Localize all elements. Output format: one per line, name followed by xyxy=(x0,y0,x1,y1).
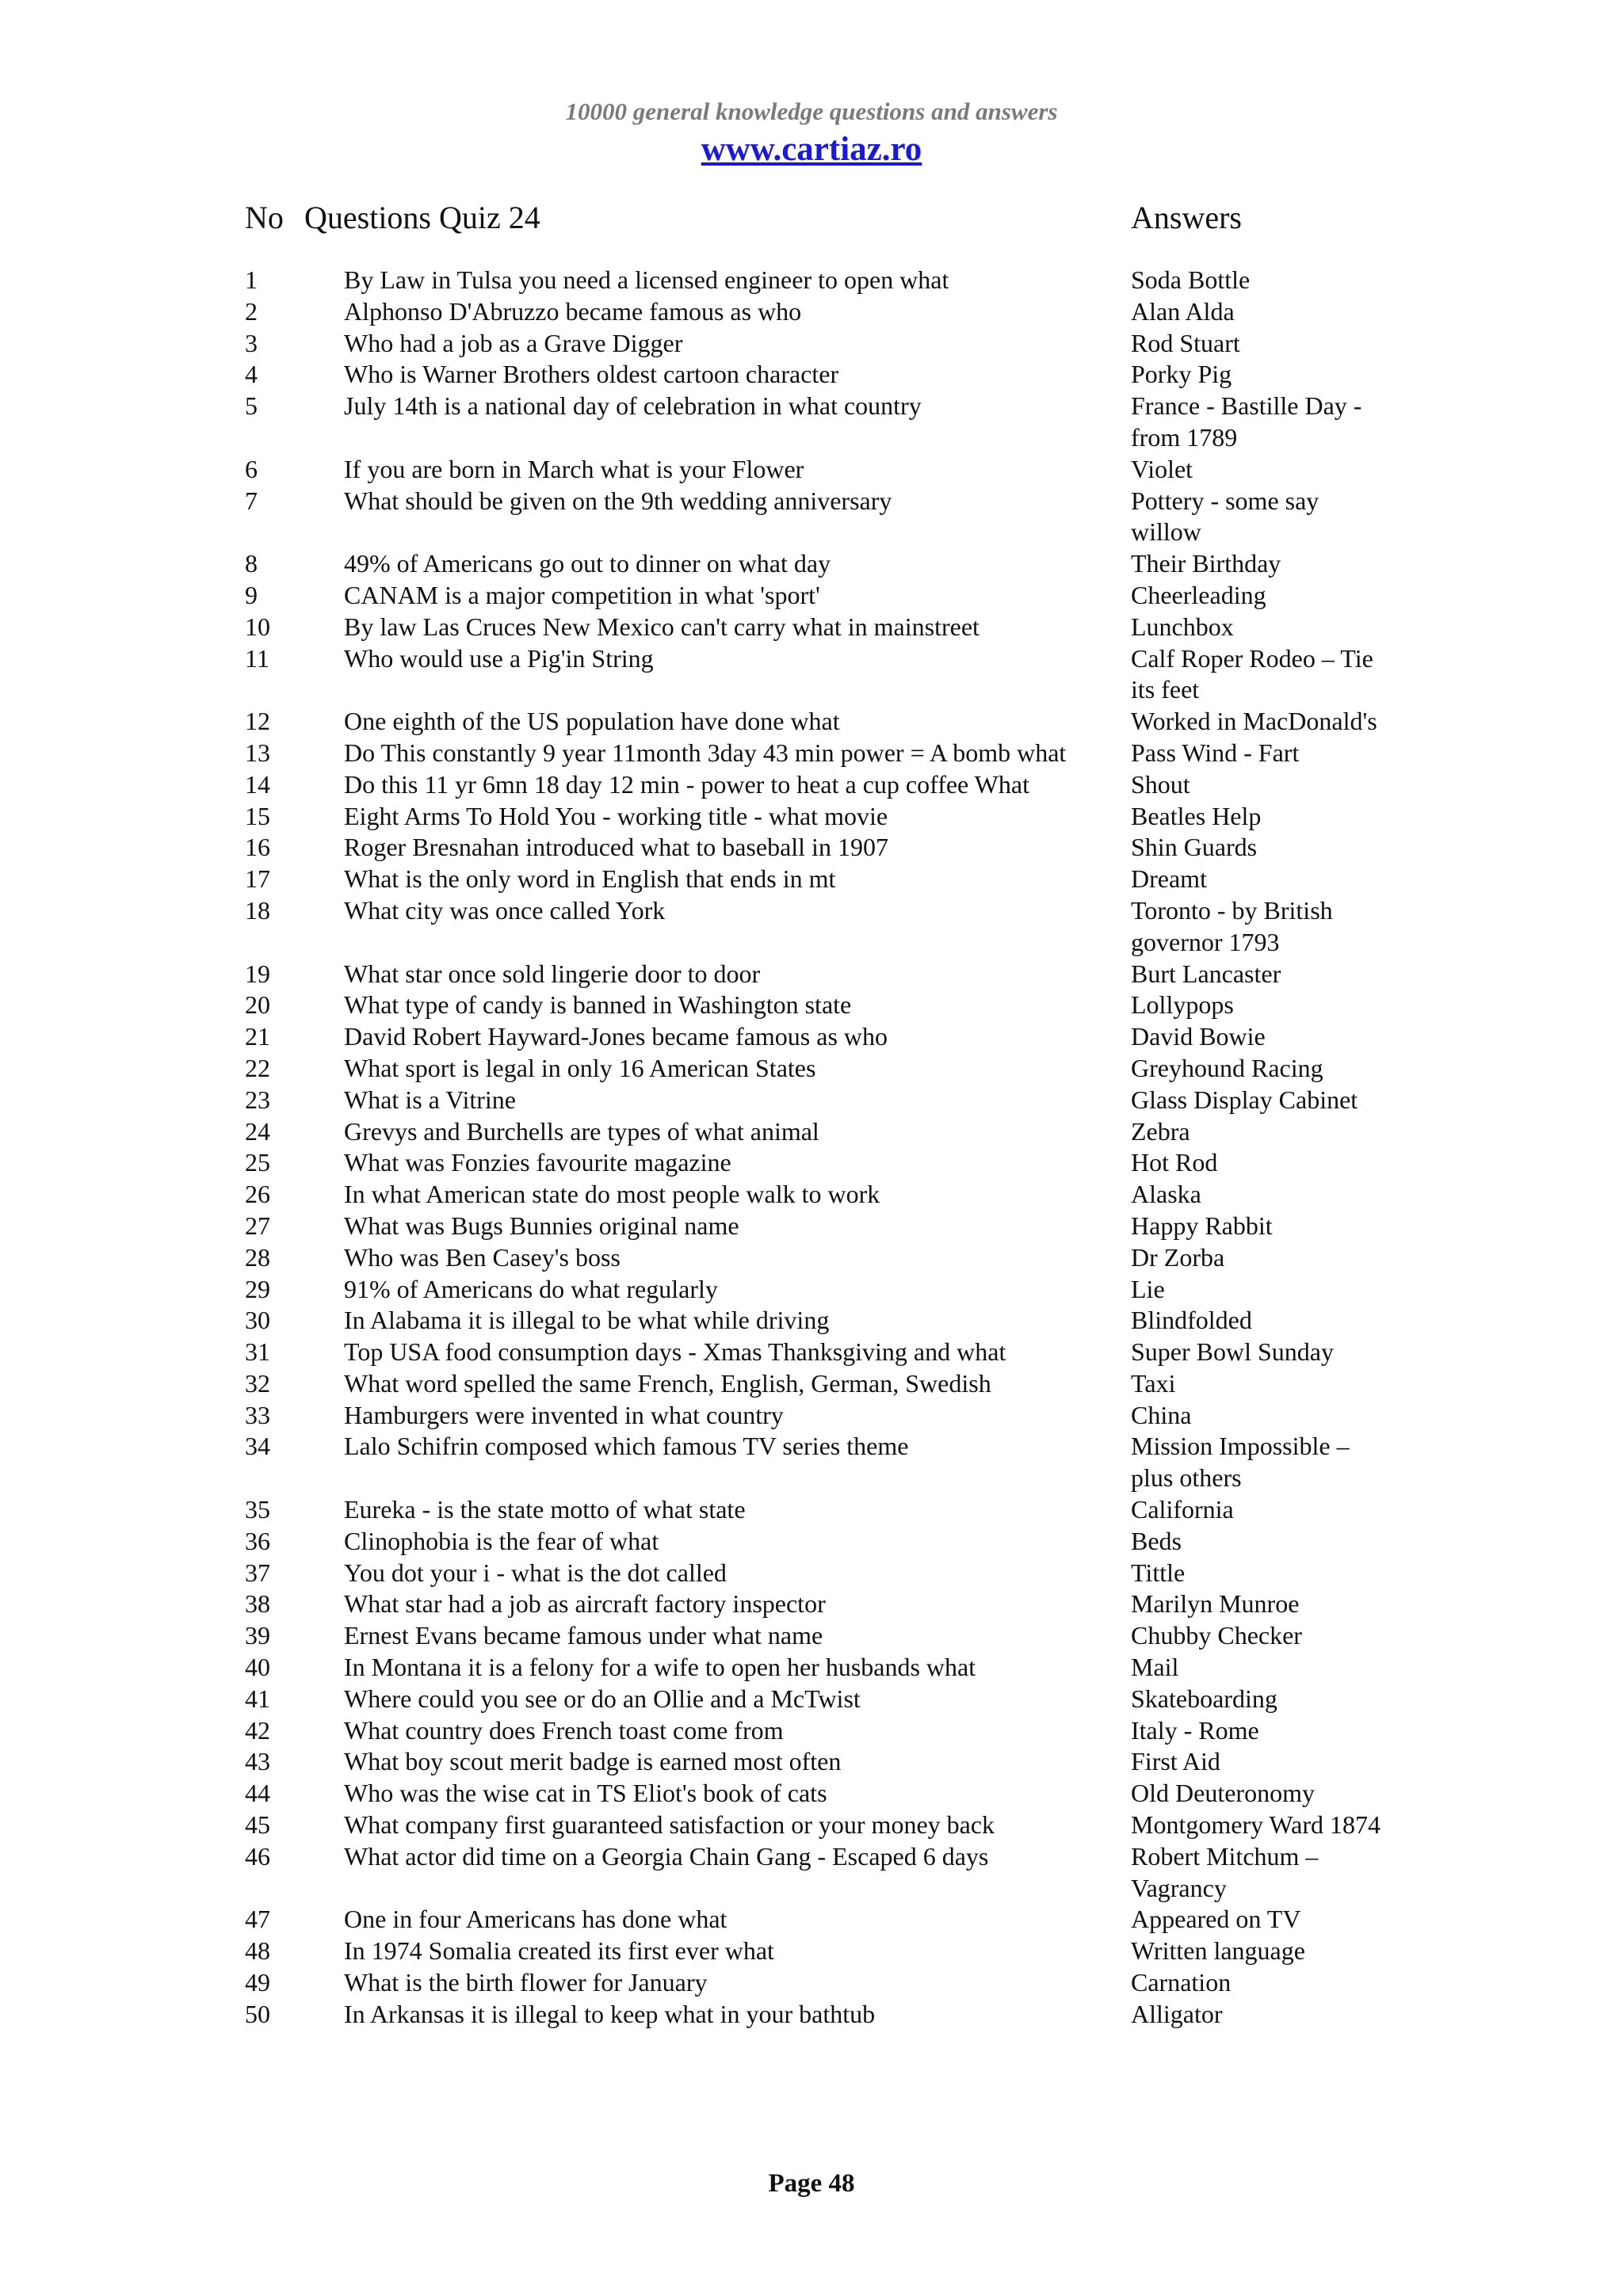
question-number: 45 xyxy=(245,1810,270,1840)
question-text: 91% of Americans do what regularly xyxy=(344,1274,718,1303)
question-text: In Montana it is a felony for a wife to open her husbands what xyxy=(344,1653,976,1682)
answer-text: Dreamt xyxy=(1131,864,1207,894)
question-number: 22 xyxy=(245,1053,270,1082)
table-row xyxy=(0,1494,1623,1526)
column-header-questions: Questions Quiz 24 xyxy=(304,200,540,235)
answer-text: David Bowie xyxy=(1131,1022,1266,1051)
answer-text: Lunchbox xyxy=(1131,612,1234,641)
table-row xyxy=(0,1368,1623,1400)
table-row xyxy=(0,1431,1623,1494)
question-text: Clinophobia is the fear of what xyxy=(344,1526,659,1555)
question-number: 44 xyxy=(245,1779,270,1808)
question-text: Eureka - is the state motto of what state xyxy=(344,1495,746,1524)
question-text: One eighth of the US population have done what xyxy=(344,707,840,736)
table-row xyxy=(0,1589,1623,1620)
question-number: 48 xyxy=(245,1936,270,1966)
question-number: 7 xyxy=(245,486,258,515)
question-number: 25 xyxy=(245,1148,270,1177)
answer-text: Carnation xyxy=(1131,1968,1232,1997)
question-number: 26 xyxy=(245,1180,270,1209)
question-number: 14 xyxy=(245,769,270,799)
table-row xyxy=(0,832,1623,864)
question-number: 24 xyxy=(245,1116,270,1146)
table-row xyxy=(0,1400,1623,1432)
answer-text: Their Birthday xyxy=(1131,549,1281,578)
question-text: What was Bugs Bunnies original name xyxy=(344,1211,739,1240)
question-number: 12 xyxy=(245,707,270,736)
question-number: 20 xyxy=(245,990,270,1020)
question-number: 19 xyxy=(245,959,270,988)
table-row xyxy=(0,612,1623,643)
answer-text: Alligator xyxy=(1131,1999,1223,2028)
question-number: 21 xyxy=(245,1022,270,1051)
question-text: CANAM is a major competition in what 'sport' xyxy=(344,580,820,609)
table-row xyxy=(0,1242,1623,1274)
table-row xyxy=(0,1147,1623,1179)
table-row xyxy=(0,990,1623,1021)
answer-text: Appeared on TV xyxy=(1131,1905,1301,1934)
table-row xyxy=(0,548,1623,580)
answer-text: Worked in MacDonald's xyxy=(1131,707,1377,736)
quiz-table xyxy=(0,265,1623,2031)
website-link[interactable]: www.cartiaz.ro xyxy=(701,131,922,168)
table-row xyxy=(0,1999,1623,2031)
table-row xyxy=(0,1810,1623,1841)
question-text: What company first guaranteed satisfaction or your money back xyxy=(344,1810,995,1840)
question-text: What sport is legal in only 16 American States xyxy=(344,1053,816,1082)
answer-text: Robert Mitchum – Vagrancy xyxy=(1131,1841,1319,1902)
question-number: 38 xyxy=(245,1589,270,1619)
question-number: 2 xyxy=(245,296,258,326)
question-number: 35 xyxy=(245,1495,270,1524)
question-number: 43 xyxy=(245,1747,270,1776)
question-text: What should be given on the 9th wedding anniversary xyxy=(344,486,892,515)
answer-text: Marilyn Munroe xyxy=(1131,1589,1300,1619)
question-number: 30 xyxy=(245,1306,270,1335)
table-row xyxy=(0,1652,1623,1684)
question-number: 34 xyxy=(245,1432,270,1461)
answer-text: Pottery - some say willow xyxy=(1131,486,1319,547)
table-row xyxy=(0,1053,1623,1085)
answer-text: Calf Roper Rodeo – Tie its feet xyxy=(1131,643,1373,704)
question-text: Do this 11 yr 6mn 18 day 12 min - power to heat a cup coffee What xyxy=(344,769,1029,799)
answer-text: Violet xyxy=(1131,454,1193,483)
question-number: 47 xyxy=(245,1905,270,1934)
table-row xyxy=(0,1211,1623,1242)
table-row xyxy=(0,1337,1623,1368)
question-text: What boy scout merit badge is earned most often xyxy=(344,1747,842,1776)
question-number: 29 xyxy=(245,1274,270,1303)
answer-text: France - Bastille Day - from 1789 xyxy=(1131,391,1362,452)
question-text: What star had a job as aircraft factory inspector xyxy=(344,1589,826,1619)
question-number: 28 xyxy=(245,1242,270,1272)
column-header-no: No xyxy=(245,200,284,235)
question-text: By Law in Tulsa you need a licensed engineer to open what xyxy=(344,265,949,294)
question-number: 10 xyxy=(245,612,270,641)
question-text: In Arkansas it is illegal to keep what in your bathtub xyxy=(344,1999,876,2028)
question-number: 8 xyxy=(245,549,258,578)
answer-text: Chubby Checker xyxy=(1131,1621,1302,1650)
question-text: Who was the wise cat in TS Eliot's book of cats xyxy=(344,1779,827,1808)
answer-text: Zebra xyxy=(1131,1116,1190,1146)
question-text: July 14th is a national day of celebration in what country xyxy=(344,391,922,421)
table-row xyxy=(0,959,1623,990)
table-row xyxy=(0,643,1623,707)
table-row xyxy=(0,1967,1623,1999)
question-text: Alphonso D'Abruzzo became famous as who xyxy=(344,296,802,326)
answer-text: Beds xyxy=(1131,1526,1182,1555)
table-row xyxy=(0,1684,1623,1715)
question-text: David Robert Hayward-Jones became famous as who xyxy=(344,1022,888,1051)
answer-text: Alan Alda xyxy=(1131,296,1235,326)
question-number: 31 xyxy=(245,1337,270,1367)
table-row xyxy=(0,1526,1623,1558)
question-number: 41 xyxy=(245,1684,270,1713)
question-text: What type of candy is banned in Washington state xyxy=(344,990,852,1020)
question-number: 42 xyxy=(245,1715,270,1745)
question-text: What city was once called York xyxy=(344,895,666,925)
question-number: 9 xyxy=(245,580,258,609)
question-text: Where could you see or do an Ollie and a McTwist xyxy=(344,1684,861,1713)
question-number: 17 xyxy=(245,864,270,894)
question-text: Roger Bresnahan introduced what to baseball in 1907 xyxy=(344,833,888,862)
answer-text: Lollypops xyxy=(1131,990,1234,1020)
question-number: 46 xyxy=(245,1841,270,1871)
question-number: 36 xyxy=(245,1526,270,1555)
question-text: Eight Arms To Hold You - working title - what movie xyxy=(344,801,888,830)
answer-text: Glass Display Cabinet xyxy=(1131,1085,1358,1114)
question-text: Grevys and Burchells are types of what animal xyxy=(344,1116,819,1146)
question-text: Who would use a Pig'in String xyxy=(344,643,654,673)
question-number: 40 xyxy=(245,1653,270,1682)
answer-text: Alaska xyxy=(1131,1180,1201,1209)
question-number: 13 xyxy=(245,738,270,767)
answer-text: Shin Guards xyxy=(1131,833,1258,862)
column-header-answers: Answers xyxy=(1131,200,1242,235)
answer-text: Soda Bottle xyxy=(1131,265,1251,294)
table-row xyxy=(0,1274,1623,1306)
table-row xyxy=(0,1179,1623,1211)
table-row xyxy=(0,1715,1623,1747)
header-subtitle: 10000 general knowledge questions and answers xyxy=(565,97,1058,125)
question-text: In what American state do most people walk to work xyxy=(344,1180,880,1209)
answer-text: Greyhound Racing xyxy=(1131,1053,1323,1082)
question-text: Lalo Schifrin composed which famous TV series theme xyxy=(344,1432,909,1461)
table-row xyxy=(0,580,1623,612)
table-row xyxy=(0,1558,1623,1589)
question-number: 33 xyxy=(245,1400,270,1429)
question-text: In Alabama it is illegal to be what while driving xyxy=(344,1306,830,1335)
question-number: 1 xyxy=(245,265,258,294)
question-text: What is a Vitrine xyxy=(344,1085,516,1114)
question-number: 27 xyxy=(245,1211,270,1240)
answer-text: Happy Rabbit xyxy=(1131,1211,1273,1240)
question-text: What is the only word in English that ends in mt xyxy=(344,864,836,894)
question-number: 16 xyxy=(245,833,270,862)
answer-text: Beatles Help xyxy=(1131,801,1262,830)
table-row xyxy=(0,706,1623,738)
table-row xyxy=(0,1116,1623,1148)
answer-text: Tittle xyxy=(1131,1558,1186,1587)
question-number: 39 xyxy=(245,1621,270,1650)
question-number: 3 xyxy=(245,328,258,357)
answer-text: Cheerleading xyxy=(1131,580,1266,609)
table-row xyxy=(0,1305,1623,1337)
table-row xyxy=(0,895,1623,959)
question-text: Top USA food consumption days - Xmas Thanksgiving and what xyxy=(344,1337,1006,1367)
question-number: 5 xyxy=(245,391,258,421)
answer-text: Lie xyxy=(1131,1274,1165,1303)
answer-text: Written language xyxy=(1131,1936,1305,1966)
answer-text: Old Deuteronomy xyxy=(1131,1779,1315,1808)
answer-text: First Aid xyxy=(1131,1747,1220,1776)
question-text: By law Las Cruces New Mexico can't carry what in mainstreet xyxy=(344,612,980,641)
answer-text: Skateboarding xyxy=(1131,1684,1277,1713)
question-text: Who had a job as a Grave Digger xyxy=(344,328,683,357)
answer-text: Pass Wind - Fart xyxy=(1131,738,1300,767)
table-row xyxy=(0,1620,1623,1652)
question-number: 50 xyxy=(245,1999,270,2028)
answer-text: Shout xyxy=(1131,769,1190,799)
question-number: 32 xyxy=(245,1368,270,1398)
question-number: 23 xyxy=(245,1085,270,1114)
question-text: What was Fonzies favourite magazine xyxy=(344,1148,731,1177)
question-text: One in four Americans has done what xyxy=(344,1905,727,1934)
table-row xyxy=(0,1936,1623,1967)
question-text: What country does French toast come from xyxy=(344,1715,784,1745)
table-row xyxy=(0,1085,1623,1116)
answer-text: Montgomery Ward 1874 xyxy=(1131,1810,1381,1840)
answer-text: Rod Stuart xyxy=(1131,328,1240,357)
question-number: 49 xyxy=(245,1968,270,1997)
question-text: Hamburgers were invented in what country xyxy=(344,1400,784,1429)
question-text: Ernest Evans became famous under what name xyxy=(344,1621,823,1650)
question-text: Do This constantly 9 year 11month 3day 43 min power = A bomb what xyxy=(344,738,1067,767)
question-text: In 1974 Somalia created its first ever what xyxy=(344,1936,774,1966)
question-number: 18 xyxy=(245,895,270,925)
question-text: Who is Warner Brothers oldest cartoon character xyxy=(344,360,839,389)
question-number: 4 xyxy=(245,360,258,389)
table-row xyxy=(0,265,1623,296)
answer-text: Super Bowl Sunday xyxy=(1131,1337,1334,1367)
table-row xyxy=(0,801,1623,833)
table-row xyxy=(0,1841,1623,1905)
table-row xyxy=(0,486,1623,549)
table-row xyxy=(0,1021,1623,1053)
table-row xyxy=(0,328,1623,360)
answer-text: Blindfolded xyxy=(1131,1306,1252,1335)
question-text: What is the birth flower for January xyxy=(344,1968,708,1997)
table-row xyxy=(0,359,1623,391)
table-row xyxy=(0,738,1623,769)
question-number: 37 xyxy=(245,1558,270,1587)
question-text: Who was Ben Casey's boss xyxy=(344,1242,621,1272)
answer-text: Italy - Rome xyxy=(1131,1715,1259,1745)
question-text: What star once sold lingerie door to door xyxy=(344,959,761,988)
answer-text: Burt Lancaster xyxy=(1131,959,1281,988)
answer-text: Mail xyxy=(1131,1653,1179,1682)
answer-text: China xyxy=(1131,1400,1192,1429)
table-row xyxy=(0,864,1623,895)
question-number: 6 xyxy=(245,454,258,483)
table-row xyxy=(0,1778,1623,1810)
answer-text: Toronto - by British governor 1793 xyxy=(1131,895,1333,956)
table-row xyxy=(0,296,1623,328)
question-number: 15 xyxy=(245,801,270,830)
answer-text: Hot Rod xyxy=(1131,1148,1218,1177)
question-text: What actor did time on a Georgia Chain Gang - Escaped 6 days xyxy=(344,1841,989,1871)
question-text: You dot your i - what is the dot called xyxy=(344,1558,727,1587)
table-row xyxy=(0,1904,1623,1936)
table-row xyxy=(0,391,1623,454)
table-row xyxy=(0,769,1623,801)
question-text: If you are born in March what is your Flower xyxy=(344,454,804,483)
question-number: 11 xyxy=(245,643,269,673)
table-row xyxy=(0,1746,1623,1778)
question-text: What word spelled the same French, English, German, Swedish xyxy=(344,1368,991,1398)
answer-text: Mission Impossible – plus others xyxy=(1131,1432,1350,1493)
answer-text: Dr Zorba xyxy=(1131,1242,1225,1272)
table-row xyxy=(0,454,1623,486)
answer-text: Taxi xyxy=(1131,1368,1176,1398)
page-number: Page 48 xyxy=(768,2169,855,2198)
answer-text: California xyxy=(1131,1495,1234,1524)
answer-text: Porky Pig xyxy=(1131,360,1232,389)
question-text: 49% of Americans go out to dinner on what day xyxy=(344,549,831,578)
